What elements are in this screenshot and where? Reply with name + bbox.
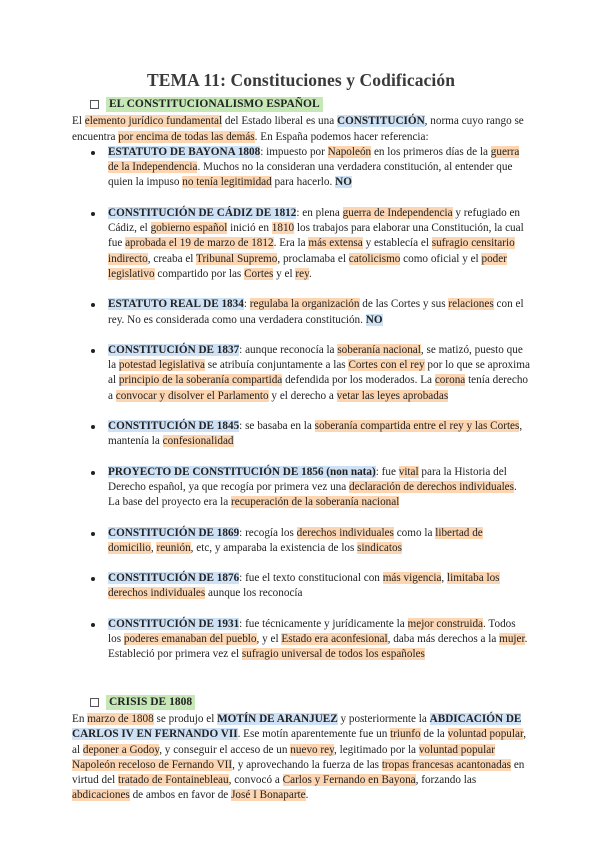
- text-run: , etc, y amparaba la existencia de los: [190, 541, 358, 554]
- highlight-text: potestad legislativa: [118, 359, 205, 372]
- highlight-text: convocar y disolver el Parlamento: [115, 389, 269, 402]
- highlight-text: guerra de Independencia: [342, 206, 453, 219]
- highlight-text: gobierno español: [150, 222, 228, 235]
- highlight-key-term: CONSTITUCIÓN DE 1845: [108, 420, 240, 433]
- text-run: , creaba el: [147, 252, 197, 265]
- highlight-text: Carlos y Fernando en Bayona: [282, 774, 416, 787]
- text-run: defendida por los moderados. La: [282, 374, 435, 387]
- highlight-text: corona: [434, 374, 466, 387]
- highlight-text: tratado de Fontainebleau: [118, 774, 229, 787]
- highlight-key-term: ESTATUTO DE BAYONA 1808: [108, 145, 261, 158]
- highlight-text: deponer a Godoy: [82, 743, 160, 756]
- text-run: , forzando las: [415, 774, 477, 787]
- highlight-text: nuevo rey: [290, 743, 334, 756]
- text-run: . Estableció por primera vez el: [108, 633, 528, 661]
- text-run: . En España podemos hacer referencia:: [254, 130, 429, 143]
- highlight-text: por encima de todas las demás: [118, 130, 255, 143]
- text-run: . Todos los: [108, 617, 516, 646]
- list-item: [108, 465, 530, 511]
- text-run: , se matizó, puesto que la: [108, 343, 523, 372]
- text-run: inició en: [227, 222, 272, 235]
- text-run: , mantenía la: [108, 420, 523, 448]
- text-run: por lo que se aproxima al: [108, 359, 530, 387]
- spacer: [108, 328, 530, 343]
- list-item: [108, 571, 530, 602]
- text-run: : impuesto por: [260, 145, 328, 158]
- text-run: para la Historia del Derecho español, ya que recogía por primera vez una: [108, 465, 507, 493]
- text-run: .: [305, 789, 309, 802]
- list-item: [108, 419, 530, 450]
- text-run: , y el: [256, 633, 282, 646]
- list-item: [108, 617, 530, 663]
- text-run: aunque los reconocía: [205, 587, 303, 600]
- text-run: , legitimado por la: [334, 743, 419, 756]
- list-item: [108, 526, 530, 557]
- text-run: , norma cuyo rango se encuentra: [72, 115, 524, 143]
- text-run: . Muchos no la consideran una verdadera constitución, al entender que quien la impuso: [108, 161, 513, 189]
- spacer: [108, 556, 530, 571]
- text-run: se produjo el: [153, 712, 218, 725]
- highlight-text: vetar las leyes aprobadas: [336, 389, 449, 402]
- text-run: con el rey. No es considerada como una verdadera constitución.: [108, 298, 524, 326]
- highlight-text: Napoleón receloso de Fernando VII: [72, 758, 233, 771]
- highlight-key-term: CONSTITUCIÓN DE 1869: [108, 526, 240, 539]
- highlight-text: triunfo: [390, 728, 421, 741]
- highlight-text: vital: [398, 465, 419, 478]
- text-run: : fue: [375, 465, 399, 478]
- highlight-key-term: CONSTITUCIÓN DE CÁDIZ DE 1812: [108, 206, 297, 219]
- highlight-text: reunión: [156, 541, 191, 554]
- spacer: [108, 602, 530, 617]
- text-run: .: [308, 267, 312, 280]
- highlight-text: abdicaciones: [72, 789, 130, 802]
- checkbox-icon[interactable]: [90, 698, 99, 707]
- section-heading: [90, 695, 530, 710]
- highlight-text: Napoleón: [327, 145, 372, 158]
- highlight-key-term: PROYECTO DE CONSTITUCIÓN DE 1856 (non nata): [108, 465, 376, 478]
- spacer: [108, 511, 530, 526]
- highlight-text: sufragio universal de todos los españoles: [241, 648, 425, 661]
- section-constitucionalismo: [72, 97, 530, 663]
- list-item: [108, 145, 530, 191]
- text-run: de la: [420, 728, 448, 741]
- highlight-text: relaciones: [448, 298, 494, 311]
- highlight-key-term: CONSTITUCIÓN: [337, 115, 425, 128]
- spacer: [108, 450, 530, 465]
- highlight-text: sufragio censitario indirecto: [108, 237, 515, 265]
- text-run: del Estado liberal es una: [222, 115, 338, 128]
- list-item: [108, 343, 530, 404]
- text-run: :: [243, 298, 250, 311]
- highlight-key-term: MOTÍN DE ARANJUEZ: [217, 712, 338, 725]
- text-run: : en plena: [296, 206, 343, 219]
- text-run: : recogía los: [239, 526, 297, 539]
- highlight-text: recuperación de la soberanía nacional: [231, 496, 400, 509]
- text-run: en virtud del: [72, 758, 525, 787]
- text-run: , y aprovechando la fuerza de las: [232, 758, 382, 771]
- highlight-text: Cortes: [244, 267, 274, 280]
- text-run: , daba más derechos a la: [387, 633, 500, 646]
- highlight-text: Cortes con el rey: [348, 359, 425, 372]
- text-run: , y conseguir el acceso de un: [159, 743, 291, 756]
- text-run: ,: [150, 541, 157, 554]
- highlight-text: poder legislativo: [108, 252, 507, 280]
- text-run: : fue técnicamente y jurídicamente la: [239, 617, 408, 630]
- highlight-text: 1810: [271, 222, 295, 235]
- list-item: [108, 206, 530, 282]
- highlight-text: confesionalidad: [162, 435, 234, 448]
- spacer: [108, 404, 530, 419]
- highlight-text: aprobada el 19 de marzo de 1812: [125, 237, 274, 250]
- text-run: : aunque reconocía la: [239, 343, 338, 356]
- highlight-text: principio de la soberanía compartida: [118, 374, 283, 387]
- highlight-text: derechos individuales: [296, 526, 394, 539]
- text-run: , al: [72, 728, 527, 756]
- highlight-text: más vigencia: [382, 572, 442, 585]
- highlight-text: voluntad popular: [447, 728, 524, 741]
- highlight-text: poderes emanaban del pueblo: [123, 633, 257, 646]
- text-run: y el derecho a: [268, 389, 337, 402]
- highlight-text: soberanía nacional: [337, 343, 421, 356]
- highlight-text: más extensa: [308, 237, 363, 250]
- text-run: en los primeros días de la: [371, 145, 491, 158]
- section-heading-text: CRISIS DE 1808: [106, 695, 195, 710]
- highlight-key-term: CONSTITUCIÓN DE 1876: [108, 572, 240, 585]
- highlight-text: guerra de la Independencia: [108, 145, 520, 174]
- text-run: , proclamaba el: [277, 252, 349, 265]
- text-run: . Era la: [273, 237, 309, 250]
- constitution-list: [72, 145, 530, 663]
- spacer: [108, 282, 530, 297]
- text-run: y el: [273, 267, 296, 280]
- text-run: para hacerlo.: [271, 176, 336, 189]
- intro-paragraph: [72, 114, 530, 145]
- section-heading: [90, 97, 530, 112]
- text-run: de ambos en favor de: [129, 789, 232, 802]
- highlight-text: elemento jurídico fundamental: [84, 115, 223, 128]
- text-run: como la: [393, 526, 436, 539]
- highlight-text: Estado era aconfesional: [281, 633, 388, 646]
- spacer: [108, 191, 530, 206]
- text-run: : fue el texto constitucional con: [239, 572, 383, 585]
- highlight-text: sindicatos: [357, 541, 402, 554]
- section-spacer: [72, 663, 530, 693]
- text-run: . La base del proyecto era la: [108, 480, 517, 509]
- highlight-key-term: NO: [335, 176, 352, 189]
- highlight-text: catolicismo: [348, 252, 401, 265]
- text-run: se atribuía conjuntamente a las: [204, 359, 349, 372]
- highlight-text: regulaba la organización: [249, 298, 360, 311]
- crisis-paragraph: [72, 712, 530, 804]
- text-run: compartido por las: [154, 267, 245, 280]
- highlight-text: mejor construida: [407, 617, 484, 630]
- text-run: y establecía el: [362, 237, 432, 250]
- highlight-key-term: ABDICACIÓN DE CARLOS IV EN FERNANDO VII: [72, 712, 522, 741]
- highlight-text: Tribunal Supremo: [196, 252, 278, 265]
- text-run: tenía derecho a: [108, 374, 529, 402]
- text-run: como oficial y el: [400, 252, 482, 265]
- text-run: los trabajos para elaborar una Constitución, la cual fue: [108, 222, 524, 250]
- highlight-text: no tenía legitimidad: [182, 176, 272, 189]
- highlight-text: limitaba los derechos individuales: [108, 572, 500, 600]
- text-run: . Ese motín aparentemente fue un: [237, 728, 391, 741]
- highlight-text: mujer: [499, 633, 525, 646]
- text-run: ,: [441, 572, 448, 585]
- highlight-text: soberanía compartida entre el rey y las Cortes: [314, 420, 520, 433]
- text-run: En: [72, 712, 88, 725]
- text-run: y refugiado en Cádiz, el: [108, 206, 521, 235]
- highlight-text: rey: [295, 267, 309, 280]
- text-run: de las Cortes y sus: [359, 298, 449, 311]
- text-run: El: [72, 115, 85, 128]
- highlight-text: tropas francesas acantonadas: [381, 758, 512, 771]
- text-run: y posteriormente la: [337, 712, 430, 725]
- highlight-key-term: CONSTITUCIÓN DE 1931: [108, 617, 240, 630]
- highlight-key-term: CONSTITUCIÓN DE 1837: [108, 343, 240, 356]
- highlight-text: voluntad popular: [418, 743, 495, 756]
- highlight-text: libertad de domicilio: [108, 526, 483, 554]
- text-run: , convocó a: [228, 774, 283, 787]
- highlight-key-term: NO: [365, 313, 383, 326]
- highlight-key-term: ESTATUTO REAL DE 1834: [108, 298, 244, 311]
- highlight-text: José I Bonaparte: [231, 789, 306, 802]
- highlight-text: declaración de derechos individuales: [349, 480, 514, 493]
- text-run: : se basaba en la: [239, 420, 315, 433]
- page-title: TEMA 11: Constituciones y Codificación: [146, 70, 456, 90]
- section-crisis-1808: [72, 695, 530, 804]
- section-heading-text: EL CONSTITUCIONALISMO ESPAÑOL: [106, 97, 323, 112]
- highlight-text: marzo de 1808: [87, 712, 154, 725]
- checkbox-icon[interactable]: [90, 100, 99, 109]
- list-item: [108, 297, 530, 328]
